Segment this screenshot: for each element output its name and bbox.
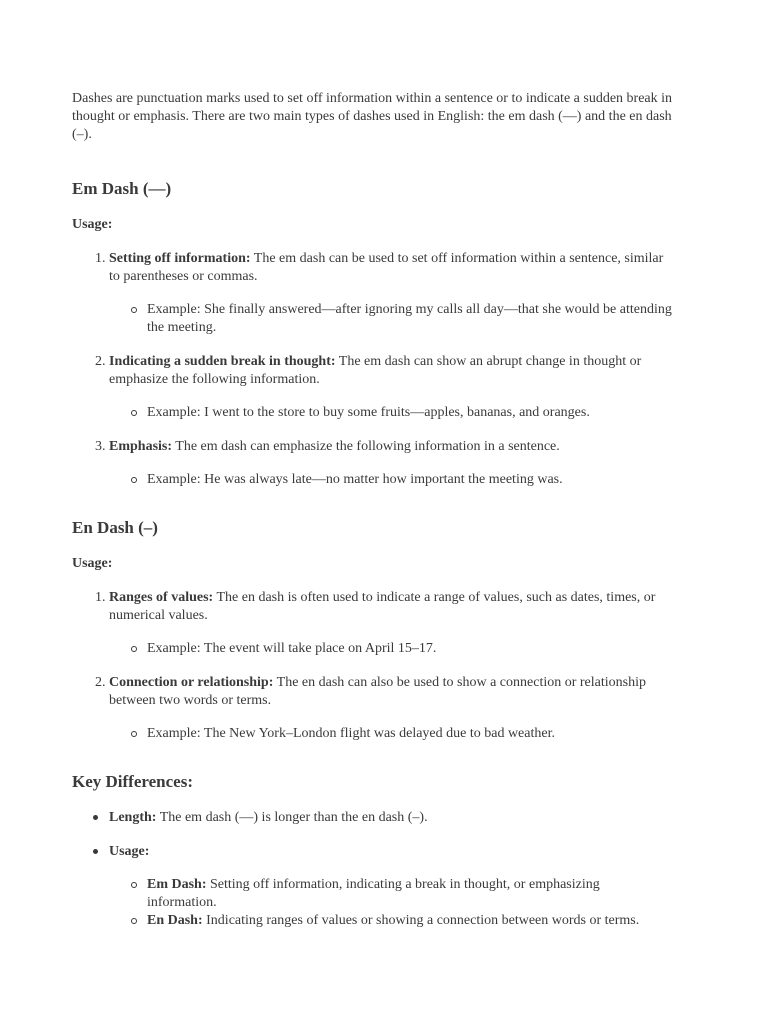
item-term: Usage: xyxy=(109,844,150,859)
item-term: En Dash: xyxy=(147,913,203,928)
example-list xyxy=(109,725,672,743)
differences-list xyxy=(72,809,672,930)
example-item: Example: He was always late—no matter how important the meeting was. xyxy=(147,471,672,489)
list-item xyxy=(109,589,672,658)
document-page xyxy=(72,90,672,946)
en-usage-label: Usage: xyxy=(72,556,113,571)
example-item: Example: The event will take place on April 15–17. xyxy=(147,640,672,658)
item-term: Length: xyxy=(109,810,157,825)
item-term: Em Dash: xyxy=(147,877,207,892)
list-item xyxy=(109,250,672,337)
list-item xyxy=(109,843,672,930)
item-description: The em dash (—) is longer than the en dash (–). xyxy=(156,810,428,825)
example-item: Example: She finally answered—after ignoring my calls all day—that she would be attending the meeting. xyxy=(147,302,672,335)
key-differences-heading: Key Differences: xyxy=(72,772,193,791)
usage-sublist xyxy=(109,876,672,930)
item-description: The em dash can show an abrupt change in thought or emphasize the following information. xyxy=(109,354,642,387)
spacer xyxy=(72,489,672,517)
list-item xyxy=(109,809,672,827)
sublist-item xyxy=(147,876,672,912)
en-usage-list xyxy=(72,589,672,743)
em-usage-label: Usage: xyxy=(72,217,113,232)
item-description: The em dash can emphasize the following information in a sentence. xyxy=(172,439,560,454)
item-description: The en dash can also be used to show a connection or relationship between two words or terms. xyxy=(109,675,646,708)
item-description: Indicating ranges of values or showing a connection between words or terms. xyxy=(202,913,640,928)
spacer xyxy=(72,743,672,771)
em-usage-list xyxy=(72,250,672,489)
item-description: The en dash is often used to indicate a range of values, such as dates, times, or numerical values. xyxy=(109,590,656,623)
example-item: Example: I went to the store to buy some fruits—apples, bananas, and oranges. xyxy=(147,404,672,422)
item-term: Ranges of values: xyxy=(109,590,214,605)
intro-paragraph: Dashes are punctuation marks used to set off information within a sentence or to indicate a sudden break in thought or emphasis. There are two main types of dashes used in English: the em dash (—) and the en dash (–). xyxy=(72,91,673,142)
item-description: The em dash can be used to set off information within a sentence, similar to parentheses or commas. xyxy=(109,251,664,284)
example-list xyxy=(109,471,672,489)
list-item xyxy=(109,353,672,422)
example-list xyxy=(109,301,672,337)
item-term: Connection or relationship: xyxy=(109,675,274,690)
example-list xyxy=(109,404,672,422)
list-item xyxy=(109,438,672,489)
item-description: Setting off information, indicating a break in thought, or emphasizing information. xyxy=(147,877,600,910)
example-list xyxy=(109,640,672,658)
item-term: Emphasis: xyxy=(109,439,173,454)
example-item: Example: The New York–London flight was delayed due to bad weather. xyxy=(147,725,672,743)
item-term: Setting off information: xyxy=(109,251,251,266)
em-dash-heading: Em Dash (—) xyxy=(72,179,172,198)
list-item xyxy=(109,674,672,743)
en-dash-heading: En Dash (–) xyxy=(72,518,158,537)
item-term: Indicating a sudden break in thought: xyxy=(109,354,336,369)
sublist-item xyxy=(147,912,672,930)
